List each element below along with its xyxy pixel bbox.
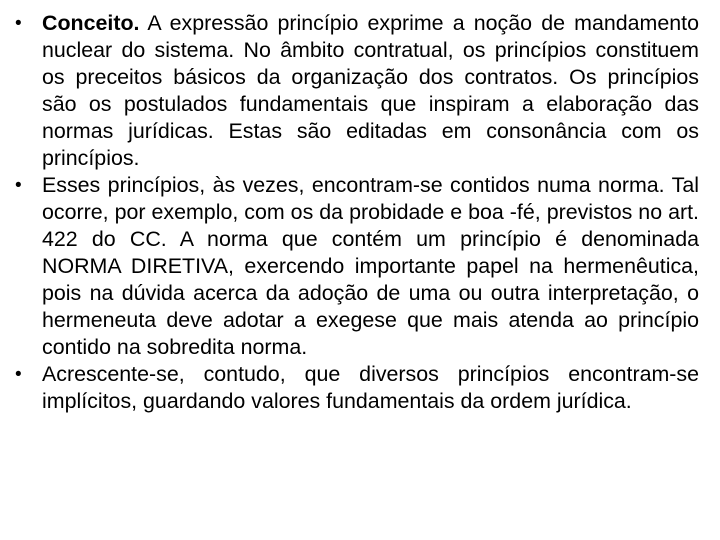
bullet-item-principios-implicitos	[15, 361, 699, 415]
bullet-marker: •	[15, 175, 22, 196]
bullet-marker: •	[15, 364, 22, 385]
bullet-text: A expressão princípio exprime a noção de mandamento nuclear do sistema. No âmbito contratual, os princípios constituem os preceitos básicos da organização dos contratos. Os princípios são os postulados fundamentais que inspiram a elaboração das normas jurídicas. Estas são editadas em consonância com os princípios.	[42, 11, 699, 170]
bullet-item-norma-diretiva	[15, 172, 699, 361]
bullet-item-conceito	[15, 10, 699, 172]
bullet-text: Acrescente-se, contudo, que diversos princípios encontram-se implícitos, guardando valores fundamentais da ordem jurídica.	[42, 362, 699, 413]
bullet-list	[15, 10, 699, 415]
bullet-marker: •	[15, 13, 22, 34]
bullet-lead-term: Conceito.	[42, 11, 140, 35]
bullet-text: Esses princípios, às vezes, encontram-se contidos numa norma. Tal ocorre, por exemplo, com os da probidade e boa -fé, previstos no art. 422 do CC. A norma que contém um princípio é denominada NORMA DIRETIVA, exercendo importante papel na hermenêutica, pois na dúvida acerca da adoção de uma ou outra interpretação, o hermeneuta deve adotar a exegese que mais atenda ao princípio contido na sobredita norma.	[42, 173, 699, 359]
